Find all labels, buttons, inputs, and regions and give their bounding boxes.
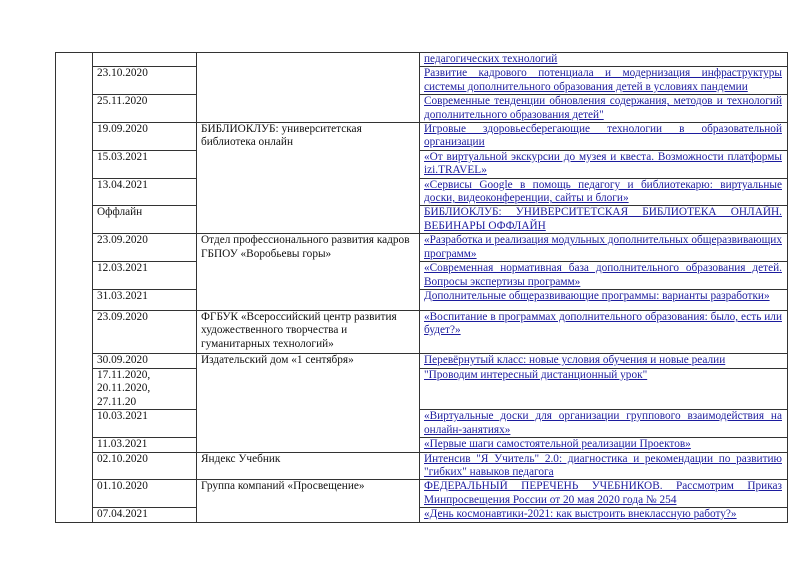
- webinar-cell: [420, 310, 788, 353]
- webinar-link[interactable]: Дополнительные общеразвивающие программы: варианты разработки»: [424, 289, 770, 302]
- webinar-link[interactable]: «Сервисы Google в помощь педагогу и библиотекарю: виртуальные доски, видеоконференции, сайты и блоги»: [424, 178, 782, 205]
- webinar-cell: [420, 178, 788, 206]
- table-row: [56, 410, 788, 438]
- organization-cell: Яндекс Учебник: [197, 452, 420, 480]
- webinar-link[interactable]: «Современная нормативная база дополнительного образования детей. Вопросы экспертизы программ»: [424, 262, 782, 288]
- webinar-cell: [420, 353, 788, 368]
- webinar-cell: [420, 150, 788, 178]
- date-cell: 23.10.2020: [93, 67, 197, 95]
- table-row: [56, 262, 788, 290]
- date-cell: 30.09.2020: [93, 353, 197, 368]
- webinar-cell: [420, 368, 788, 409]
- date-cell: 31.03.2021: [93, 289, 197, 310]
- table-row: [56, 508, 788, 522]
- table-row: [56, 67, 788, 95]
- date-cell: 11.03.2021: [93, 438, 197, 452]
- date-cell: 07.04.2021: [93, 508, 197, 522]
- table-row: [56, 150, 788, 178]
- table-row: [56, 206, 788, 234]
- date-cell: [93, 53, 197, 67]
- webinar-cell: [420, 438, 788, 452]
- webinar-link[interactable]: ФЕДЕРАЛЬНЫЙ ПЕРЕЧЕНЬ УЧЕБНИКОВ. Рассмотрим Приказ Минпросвещения России от 20 мая 2020 года № 254: [424, 480, 782, 506]
- table-row: [56, 95, 788, 123]
- table-row: [56, 289, 788, 310]
- date-cell: 10.03.2021: [93, 410, 197, 438]
- webinar-link[interactable]: «Первые шаги самостоятельной реализации Проектов»: [424, 438, 691, 451]
- organization-cell: Издательский дом «1 сентября»: [197, 353, 420, 452]
- date-cell: 13.04.2021: [93, 178, 197, 206]
- table-row: [56, 310, 788, 353]
- webinar-link[interactable]: Перевёрнутый класс: новые условия обучения и новые реалии: [424, 353, 726, 366]
- date-cell: 15.03.2021: [93, 150, 197, 178]
- webinar-cell: [420, 480, 788, 508]
- webinar-link[interactable]: Современные тенденции обновления содержания, методов и технологий дополнительного образования детей": [424, 95, 782, 121]
- table-row: [56, 452, 788, 480]
- webinar-link[interactable]: Развитие кадрового потенциала и модернизация инфраструктуры системы дополнительного образования детей в условиях пандемии: [424, 67, 782, 93]
- webinar-link[interactable]: «Виртуальные доски для организации группового взаимодействия на онлайн-занятиях»: [424, 410, 782, 436]
- date-cell: 02.10.2020: [93, 452, 197, 480]
- webinar-table: [55, 52, 788, 523]
- webinar-cell: [420, 234, 788, 262]
- table-row: [56, 123, 788, 151]
- organization-cell: ФГБУК «Всероссийский центр развития художественного творчества и гуманитарных технологий»: [197, 310, 420, 353]
- webinar-cell: [420, 508, 788, 522]
- webinar-cell: [420, 95, 788, 123]
- webinar-cell: [420, 289, 788, 310]
- webinar-link[interactable]: БИБЛИОКЛУБ: УНИВЕРСИТЕТСКАЯ БИБЛИОТЕКА ОНЛАЙН. ВЕБИНАРЫ ОФФЛАЙН: [424, 206, 782, 232]
- webinar-cell: [420, 410, 788, 438]
- table-row: [56, 368, 788, 409]
- table-row: [56, 480, 788, 508]
- organization-cell: БИБЛИОКЛУБ: университетская библиотека онлайн: [197, 123, 420, 234]
- webinar-link[interactable]: "Проводим интересный дистанционный урок": [424, 368, 648, 381]
- webinar-link[interactable]: «Воспитание в программах дополнительного образования: было, есть или будет?»: [424, 310, 782, 337]
- organization-cell: Группа компаний «Просвещение»: [197, 480, 420, 522]
- webinar-cell: [420, 67, 788, 95]
- webinar-cell: [420, 452, 788, 480]
- date-cell: 23.09.2020: [93, 234, 197, 262]
- table-row: [56, 178, 788, 206]
- date-cell: 25.11.2020: [93, 95, 197, 123]
- table-row: [56, 234, 788, 262]
- table-row: [56, 353, 788, 368]
- webinar-link[interactable]: Интенсив "Я Учитель" 2.0: диагностика и рекомендации по развитию "гибких" навыков педагога: [424, 452, 782, 478]
- date-cell: 01.10.2020: [93, 480, 197, 508]
- table-row: [56, 438, 788, 452]
- date-cell: 12.03.2021: [93, 262, 197, 290]
- webinar-link[interactable]: «День космонавтики-2021: как выстроить внеклассную работу?»: [424, 508, 737, 521]
- webinar-link[interactable]: «Разработка и реализация модульных дополнительных общеразвивающих программ»: [424, 234, 782, 260]
- webinar-cell: [420, 206, 788, 234]
- webinar-link[interactable]: педагогических технологий: [424, 53, 558, 65]
- webinar-cell: [420, 123, 788, 151]
- table-row: [56, 53, 788, 67]
- webinar-cell: [420, 53, 788, 67]
- organization-cell: [197, 53, 420, 123]
- date-cell: 17.11.2020, 20.11.2020, 27.11.20: [93, 368, 197, 409]
- date-cell: Оффлайн: [93, 206, 197, 234]
- organization-cell: Отдел профессионального развития кадров ГБПОУ «Воробьевы горы»: [197, 234, 420, 311]
- date-cell: 23.09.2020: [93, 310, 197, 353]
- webinar-link[interactable]: «От виртуальной экскурсии до музея и квеста. Возможности платформы izi.TRAVEL»: [424, 150, 782, 177]
- webinar-cell: [420, 262, 788, 290]
- webinar-link[interactable]: Игровые здоровьесберегающие технологии в образовательной организации: [424, 123, 782, 149]
- date-cell: 19.09.2020: [93, 123, 197, 151]
- index-column-cell: [56, 53, 93, 523]
